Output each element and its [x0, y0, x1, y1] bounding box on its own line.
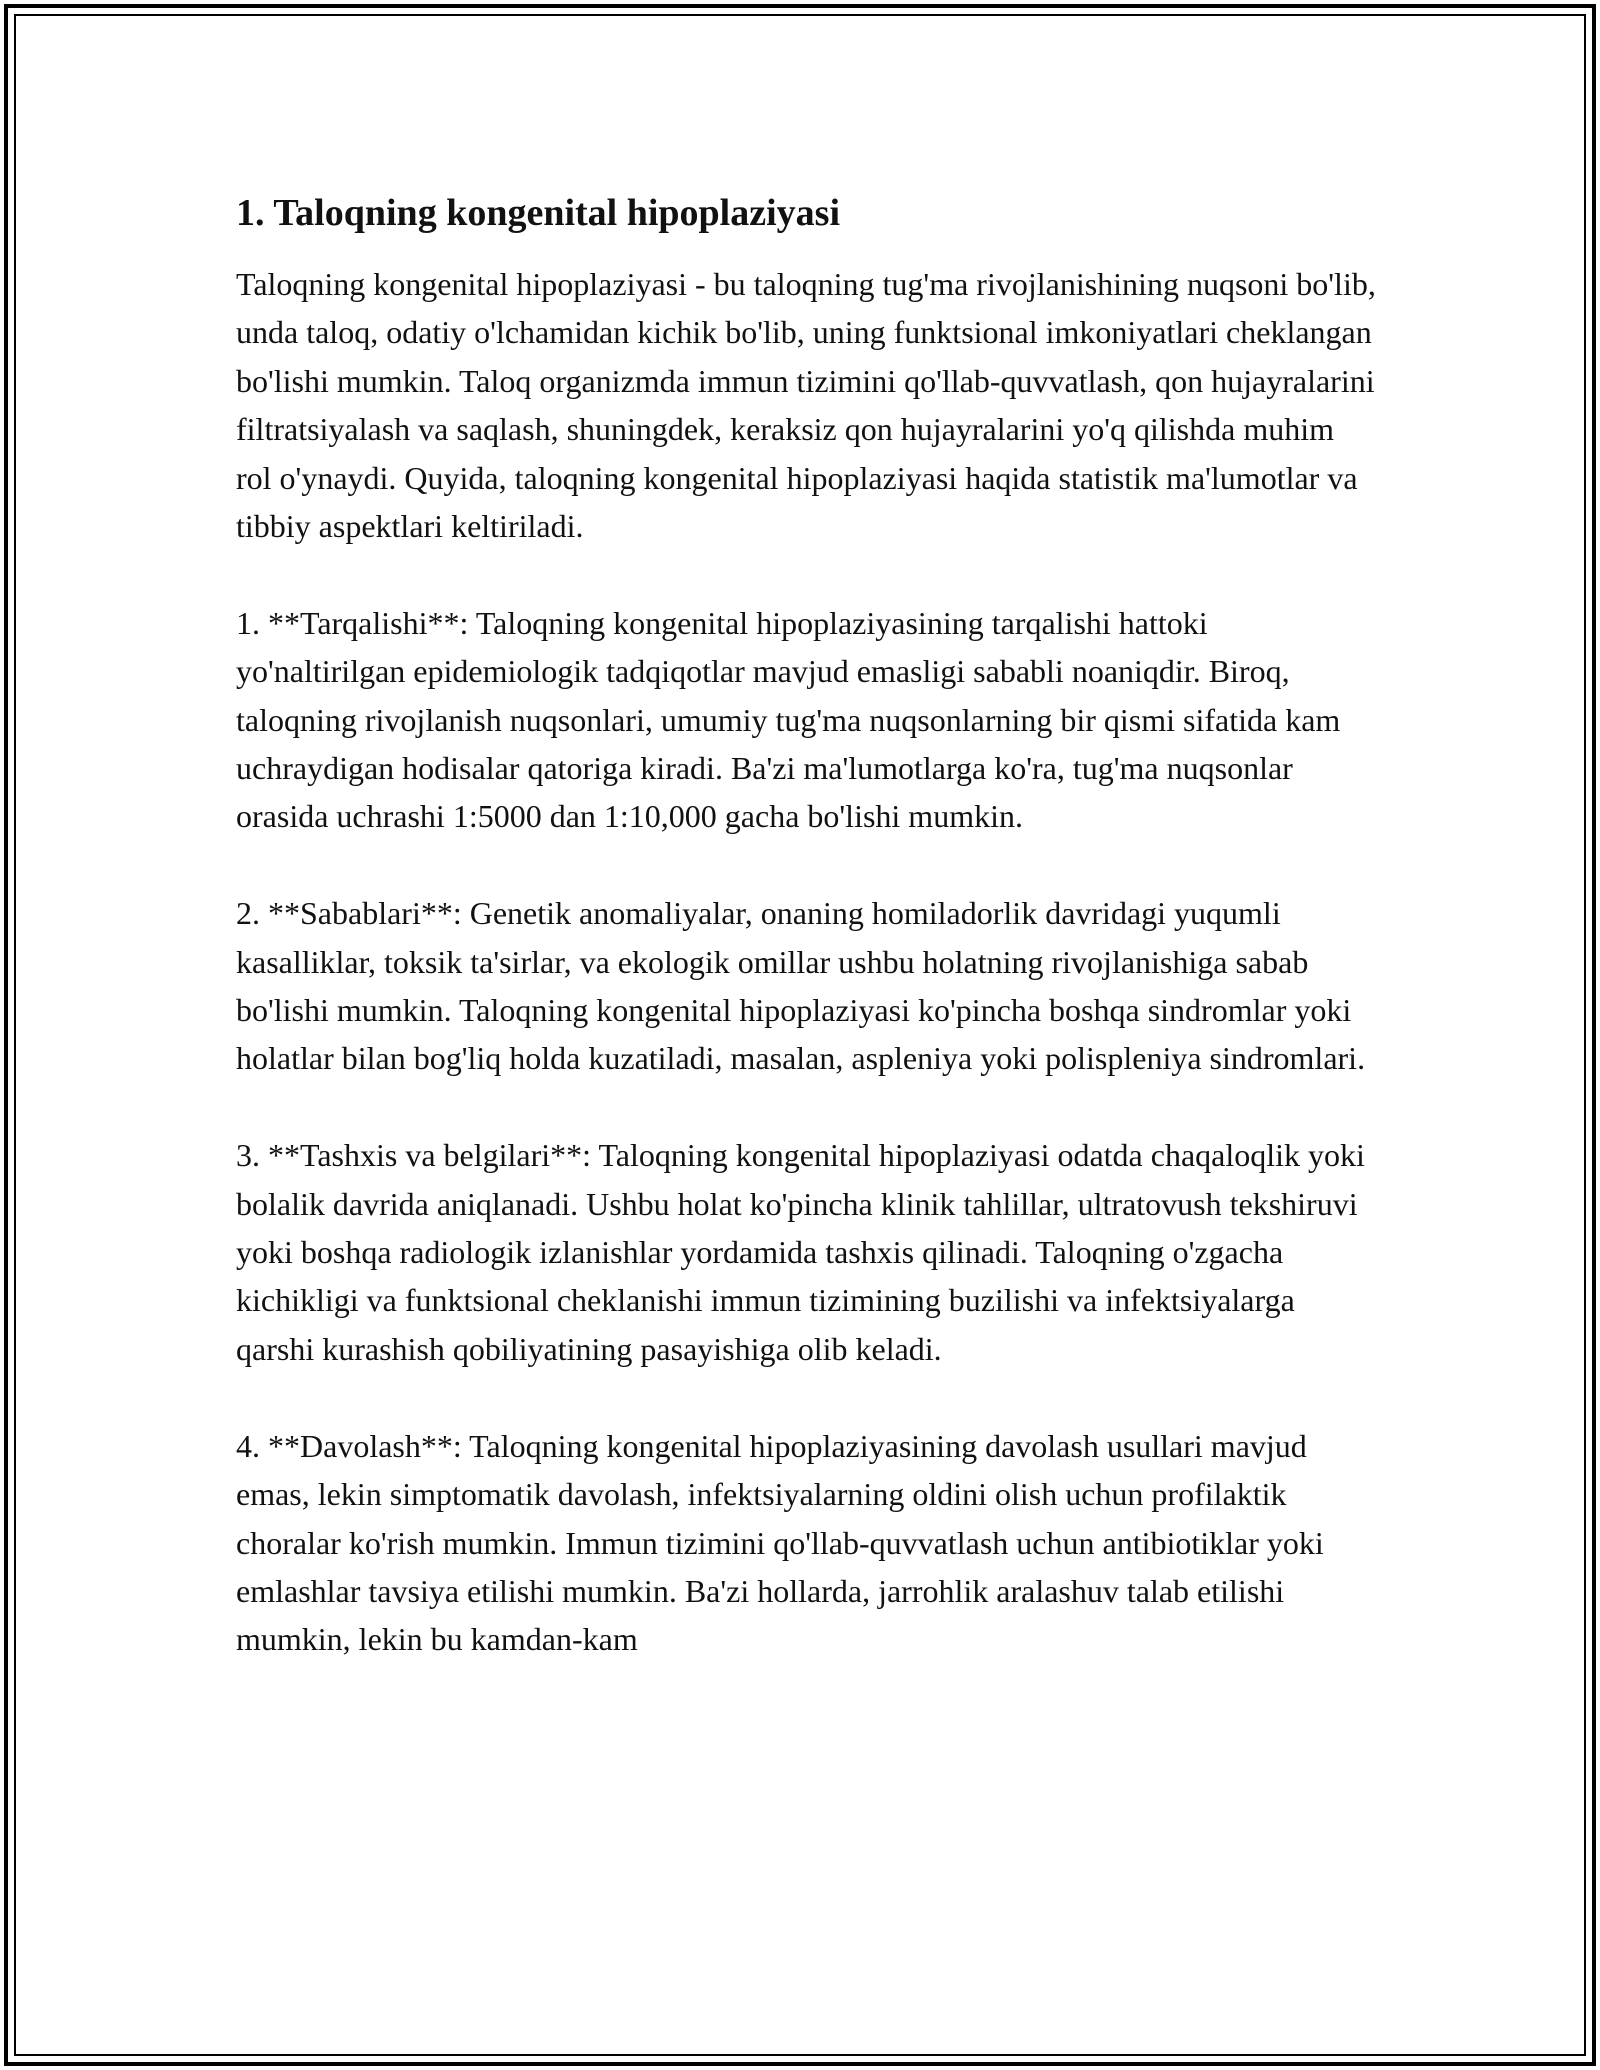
paragraph-davolash: 4. **Davolash**: Taloqning kongenital hipoplaziyasining davolash usullari mavjud emas, lekin simptomatik davolash, infektsiyalarning oldini olish uchun profilaktik choralar ko'rish mumkin. Immun tizimini qo'llab-quvvatlash uchun antibiotiklar yoki emlashlar tavsiya etilishi mumkin. Ba'zi hollarda, jarrohlik aralashuv talab etilishi mumkin, lekin bu kamdan-kam	[236, 1427, 1324, 1658]
paragraph-sabablari: 2. **Sabablari**: Genetik anomaliyalar, onaning homiladorlik davridagi yuqumli kasalliklar, toksik ta'sirlar, va ekologik omillar ushbu holatning rivojlanishiga sabab bo'lishi mumkin. Taloqning kongenital hipoplaziyasi ko'pincha boshqa sindromlar yoki holatlar bilan bog'liq holda kuzatiladi, masalan, aspleniya yoki polispleniya sindromlari.	[236, 895, 1366, 1077]
paragraph-tarqalishi: 1. **Tarqalishi**: Taloqning kongenital hipoplaziyasining tarqalishi hattoki yo'naltirilgan epidemiologik tadqiqotlar mavjud emasligi sababli noaniqdir. Biroq, taloqning rivojlanish nuqsonlari, umumiy tug'ma nuqsonlarning bir qismi sifatida kam uchraydigan hodisalar qatoriga kiradi. Ba'zi ma'lumotlarga ko'ra, tug'ma nuqsonlar orasida uchrashi 1:5000 dan 1:10,000 gacha bo'lishi mumkin.	[236, 604, 1341, 835]
paragraph-tashxis: 3. **Tashxis va belgilari**: Taloqning kongenital hipoplaziyasi odatda chaqaloqlik yoki bolalik davrida aniqlanadi. Ushbu holat ko'pincha klinik tahlillar, ultratovush tekshiruvi yoki boshqa radiologik izlanishlar yordamida tashxis qilinadi. Taloqning o'zgacha kichikligi va funktsional cheklanishi immun tizimining buzilishi va infektsiyalarga qarshi kurashish qobiliyatining pasayishiga olib keladi.	[236, 1137, 1365, 1367]
document-body	[236, 188, 1376, 1664]
section-heading: 1. Taloqning kongenital hipoplaziyasi	[236, 192, 841, 234]
paragraph-intro: Taloqning kongenital hipoplaziyasi - bu taloqning tug'ma rivojlanishining nuqsoni bo'lib, unda taloq, odatiy o'lchamidan kichik bo'lib, uning funktsional imkoniyatlari cheklangan bo'lishi mumkin. Taloq organizmda immun tizimini qo'llab-quvvatlash, qon hujayralarini filtratsiyalash va saqlash, shuningdek, keraksiz qon hujayralarini yo'q qilishda muhim rol o'ynaydi. Quyida, taloqning kongenital hipoplaziyasi haqida statistik ma'lumotlar va tibbiy aspektlari keltiriladi.	[236, 266, 1376, 545]
